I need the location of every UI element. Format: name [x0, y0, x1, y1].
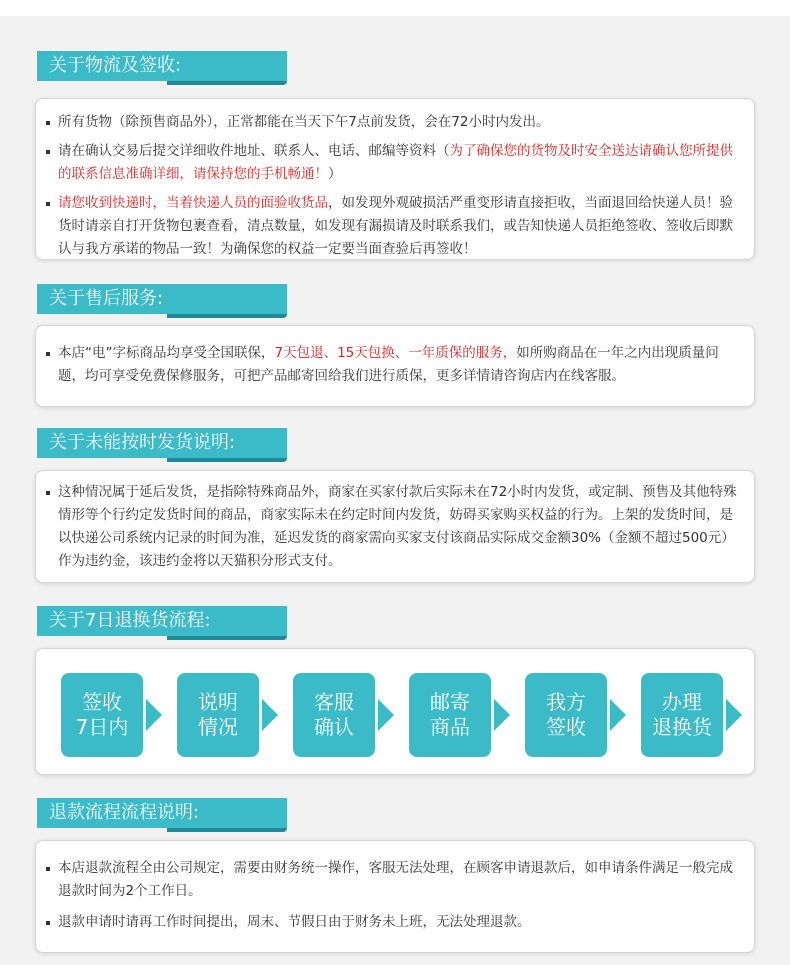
section-title-return-flow	[37, 606, 287, 636]
flow-step-label: 客服	[314, 690, 354, 714]
arrow-right-icon	[262, 699, 278, 731]
after-sales-card	[35, 325, 755, 407]
list-item-text: 本店“电”字标商品均享受全国联保，	[58, 345, 275, 361]
after-sales-list	[36, 342, 754, 388]
list-item-text: 所有货物（除预售商品外），正常都能在当天下午7点前发货，会在72小时内发出。	[58, 114, 550, 130]
flow-step-5	[525, 673, 607, 757]
list-item	[36, 857, 754, 903]
return-flow-diagram	[36, 649, 754, 774]
flow-step-label: 办理	[662, 690, 702, 714]
list-item-text: ，如发现外观破损活严重变形请直接拒收，当面退回给快递人员！验货时请亲自打开货物包裹查看，清点数量，如发现有漏损请及时联系我们，或告知快递人员拒绝签收、签收后即默认与我方承诺的物品一致！为确保您的权益一定要当面查验后再签收！	[58, 195, 733, 257]
section-title-logistics	[37, 51, 287, 81]
section-title-after-sales	[37, 284, 287, 314]
flow-step-2	[177, 673, 259, 757]
flow-step-label: 情况	[198, 715, 238, 739]
late-delivery-card	[35, 470, 755, 583]
section-title-text: 关于7日退换货流程:	[49, 610, 211, 631]
refund-card	[35, 840, 755, 953]
flow-step-3	[293, 673, 375, 757]
arrow-right-icon	[378, 699, 394, 731]
flow-step-label: 签收	[82, 690, 122, 714]
arrow-right-icon	[726, 699, 742, 731]
late-delivery-list	[36, 481, 754, 573]
list-item-text: 本店退款流程全由公司规定，需要由财务统一操作，客服无法处理，在顾客申请退款后，如申请条件满足一般完成退款时间为2个工作日。	[58, 860, 733, 899]
section-title-text: 关于物流及签收:	[49, 55, 182, 76]
list-item-text: 这种情况属于延后发货，是指除特殊商品外，商家在买家付款后实际未在72小时内发货，或定制、预售及其他特殊情形等个行约定发货时间的商品，商家实际未在约定时间内发货，妨碍买家购买权益的行为。上架的发货时间，是以快递公司系统内记录的时间为准，延迟发货的商家需向买家支付该商品实际成交金额30%（金额不超过500元）作为违约金，该违约金将以天猫积分形式支付。	[58, 484, 737, 569]
highlight-text: 请您收到快递时，当着快递人员的面验收货品	[58, 195, 328, 211]
list-item	[36, 481, 754, 573]
list-item	[36, 192, 754, 261]
bullet-icon	[46, 921, 50, 925]
flow-step-label: 签收	[546, 715, 586, 739]
flow-step-4	[409, 673, 491, 757]
section-title-refund	[37, 798, 287, 828]
list-item	[36, 140, 754, 186]
list-item	[36, 111, 754, 134]
arrow-right-icon	[146, 699, 162, 731]
logistics-card	[35, 98, 755, 260]
arrow-right-icon	[494, 699, 510, 731]
highlight-text: 为了确保您的货物及时安全送达请确认您所提供的联系信息准确详细，请保持您的手机畅通！	[58, 143, 733, 182]
bullet-icon	[46, 150, 50, 154]
bullet-icon	[46, 352, 50, 356]
list-item-text: 退款申请时请再工作时间提出，周末、节假日由于财务未上班，无法处理退款。	[58, 914, 531, 930]
refund-list	[36, 857, 754, 934]
list-item	[36, 342, 754, 388]
arrow-right-icon	[610, 699, 626, 731]
bullet-icon	[46, 202, 50, 206]
return-flow-card	[35, 648, 755, 775]
list-item	[36, 911, 754, 934]
section-title-text: 关于售后服务:	[49, 288, 164, 309]
bullet-icon	[46, 121, 50, 125]
list-item-text: 请在确认交易后提交详细收件地址、联系人、电话、邮编等资料（	[58, 143, 450, 159]
section-title-text: 退款流程流程说明:	[49, 802, 200, 823]
flow-step-label: 邮寄	[430, 690, 470, 714]
flow-step-label: 说明	[198, 690, 238, 714]
flow-step-label: 退换货	[652, 715, 712, 739]
section-title-late-delivery	[37, 428, 287, 458]
section-title-text: 关于未能按时发货说明:	[49, 432, 236, 453]
bullet-icon	[46, 867, 50, 871]
flow-step-label: 我方	[546, 690, 586, 714]
logistics-list	[36, 111, 754, 261]
flow-step-1	[61, 673, 143, 757]
flow-step-label: 商品	[430, 715, 470, 739]
flow-step-label: 7日内	[75, 715, 129, 739]
flow-step-6	[641, 673, 723, 757]
flow-step-label: 确认	[314, 715, 354, 739]
highlight-text: 7天包退、15天包换、一年质保的服务，	[274, 345, 517, 361]
list-item-text: 如所购商品在一年之内出现质量问题，均可享受免费保修服务，可把产品邮寄回给我们进行质保，更多详情请咨询店内在线客服。	[58, 345, 719, 384]
bullet-icon	[46, 491, 50, 495]
top-strip	[0, 0, 790, 16]
list-item-text: ）	[328, 166, 342, 182]
